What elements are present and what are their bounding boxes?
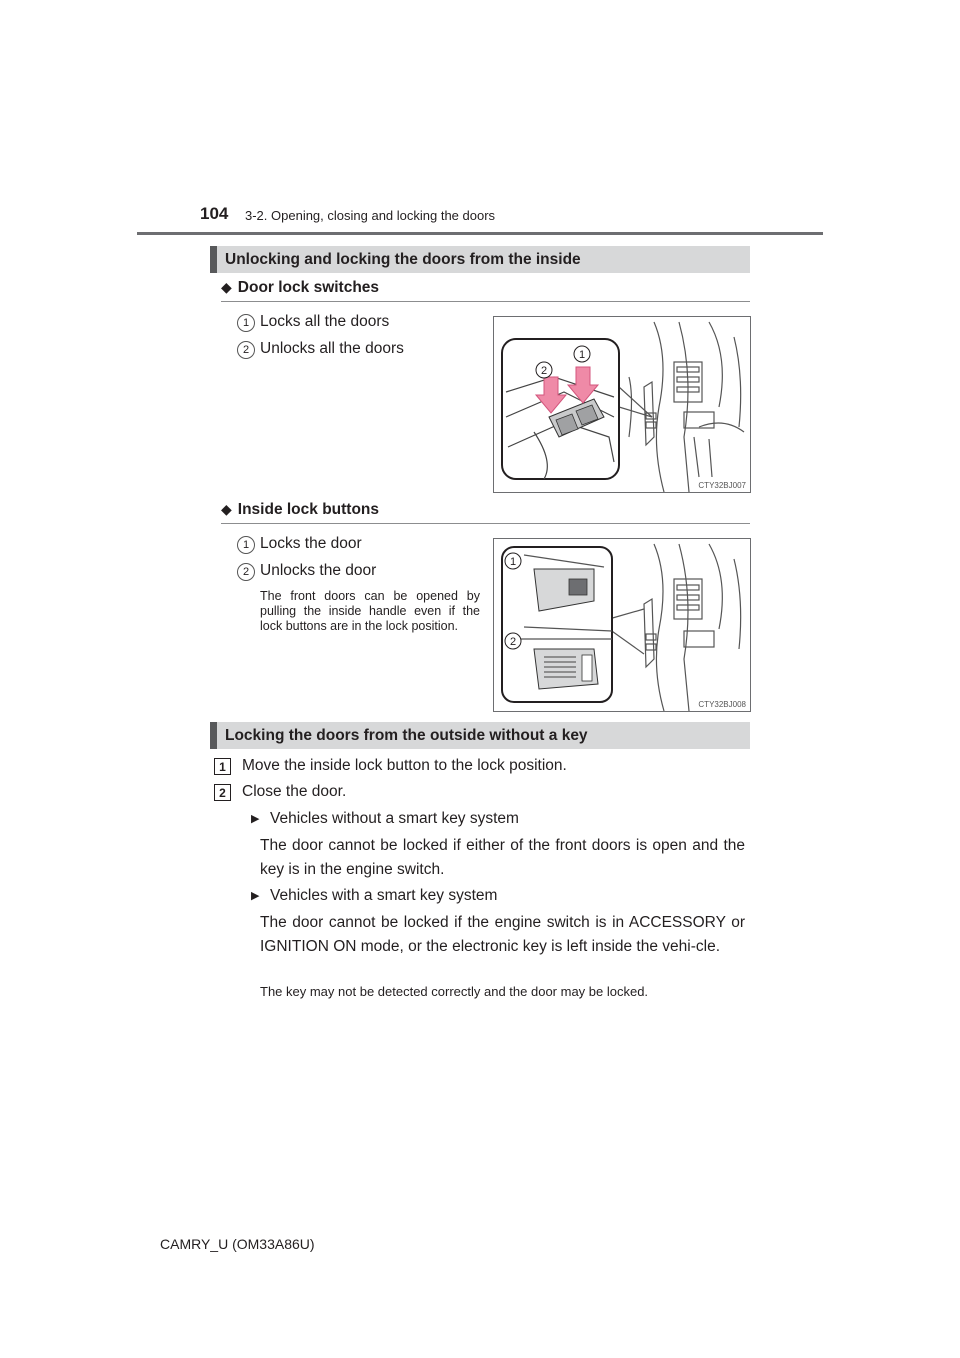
callout-number-1: 1 xyxy=(237,536,255,554)
note-text: The front doors can be opened by pulling the inside handle even if the lock buttons are in the lock position. xyxy=(260,589,480,633)
item-text: Locks all the doors xyxy=(260,313,390,330)
svg-text:2: 2 xyxy=(509,636,517,648)
condition-text: The door cannot be locked if the engine switch is in ACCESSORY or IGNITION ON mode, or the electronic key is left inside the vehi-cle. xyxy=(260,914,745,955)
figure-code: CTY32BJ007 xyxy=(698,481,746,490)
item-text: Unlocks the door xyxy=(260,562,377,579)
subheading-inside-lock-buttons: ◆ Inside lock buttons xyxy=(221,501,380,518)
condition-label: Vehicles with a smart key system xyxy=(270,887,498,904)
note-text: The key may not be detected correctly and the door may be locked. xyxy=(260,984,649,999)
subheading-rule xyxy=(221,301,750,302)
subheading-rule xyxy=(221,523,750,524)
svg-text:2: 2 xyxy=(540,365,548,377)
step-text: Close the door. xyxy=(242,783,347,800)
condition-text: The door cannot be locked if either of the front doors is open and the key is in the engine switch. xyxy=(260,837,745,878)
inside-lock-button-illustration xyxy=(493,538,751,712)
door-lock-switch-illustration xyxy=(493,316,751,493)
subheading-door-lock-switches: ◆ Door lock switches xyxy=(221,279,380,296)
condition-label: Vehicles without a smart key system xyxy=(270,810,519,827)
diamond-bullet-icon: ◆ xyxy=(221,501,232,517)
callout-number-2: 2 xyxy=(237,341,255,359)
triangle-bullet-icon: ▶ xyxy=(251,890,260,902)
section-heading-outside: Locking the doors from the outside without a key xyxy=(210,722,750,749)
item-text: Unlocks all the doors xyxy=(260,340,404,357)
diamond-bullet-icon: ◆ xyxy=(221,279,232,295)
page-number: 104 xyxy=(200,204,229,223)
item-text: Locks the door xyxy=(260,535,362,552)
svg-text:1: 1 xyxy=(509,556,517,568)
figure-code: CTY32BJ008 xyxy=(698,700,746,709)
inside-lock-button-drawing xyxy=(494,539,750,711)
step-text: Move the inside lock button to the lock position. xyxy=(242,757,567,774)
step-number-1: 1 xyxy=(214,758,231,775)
section-heading-inside: Unlocking and locking the doors from the inside xyxy=(210,246,750,273)
chapter-title: 3-2. Opening, closing and locking the doors xyxy=(245,208,496,223)
triangle-bullet-icon: ▶ xyxy=(251,813,260,825)
header-rule xyxy=(137,232,823,235)
svg-text:1: 1 xyxy=(578,349,586,361)
step-number-2: 2 xyxy=(214,784,231,801)
callout-number-1: 1 xyxy=(237,314,255,332)
door-lock-switch-drawing xyxy=(494,317,750,492)
model-footer: CAMRY_U (OM33A86U) xyxy=(160,1236,315,1252)
callout-number-2: 2 xyxy=(237,563,255,581)
